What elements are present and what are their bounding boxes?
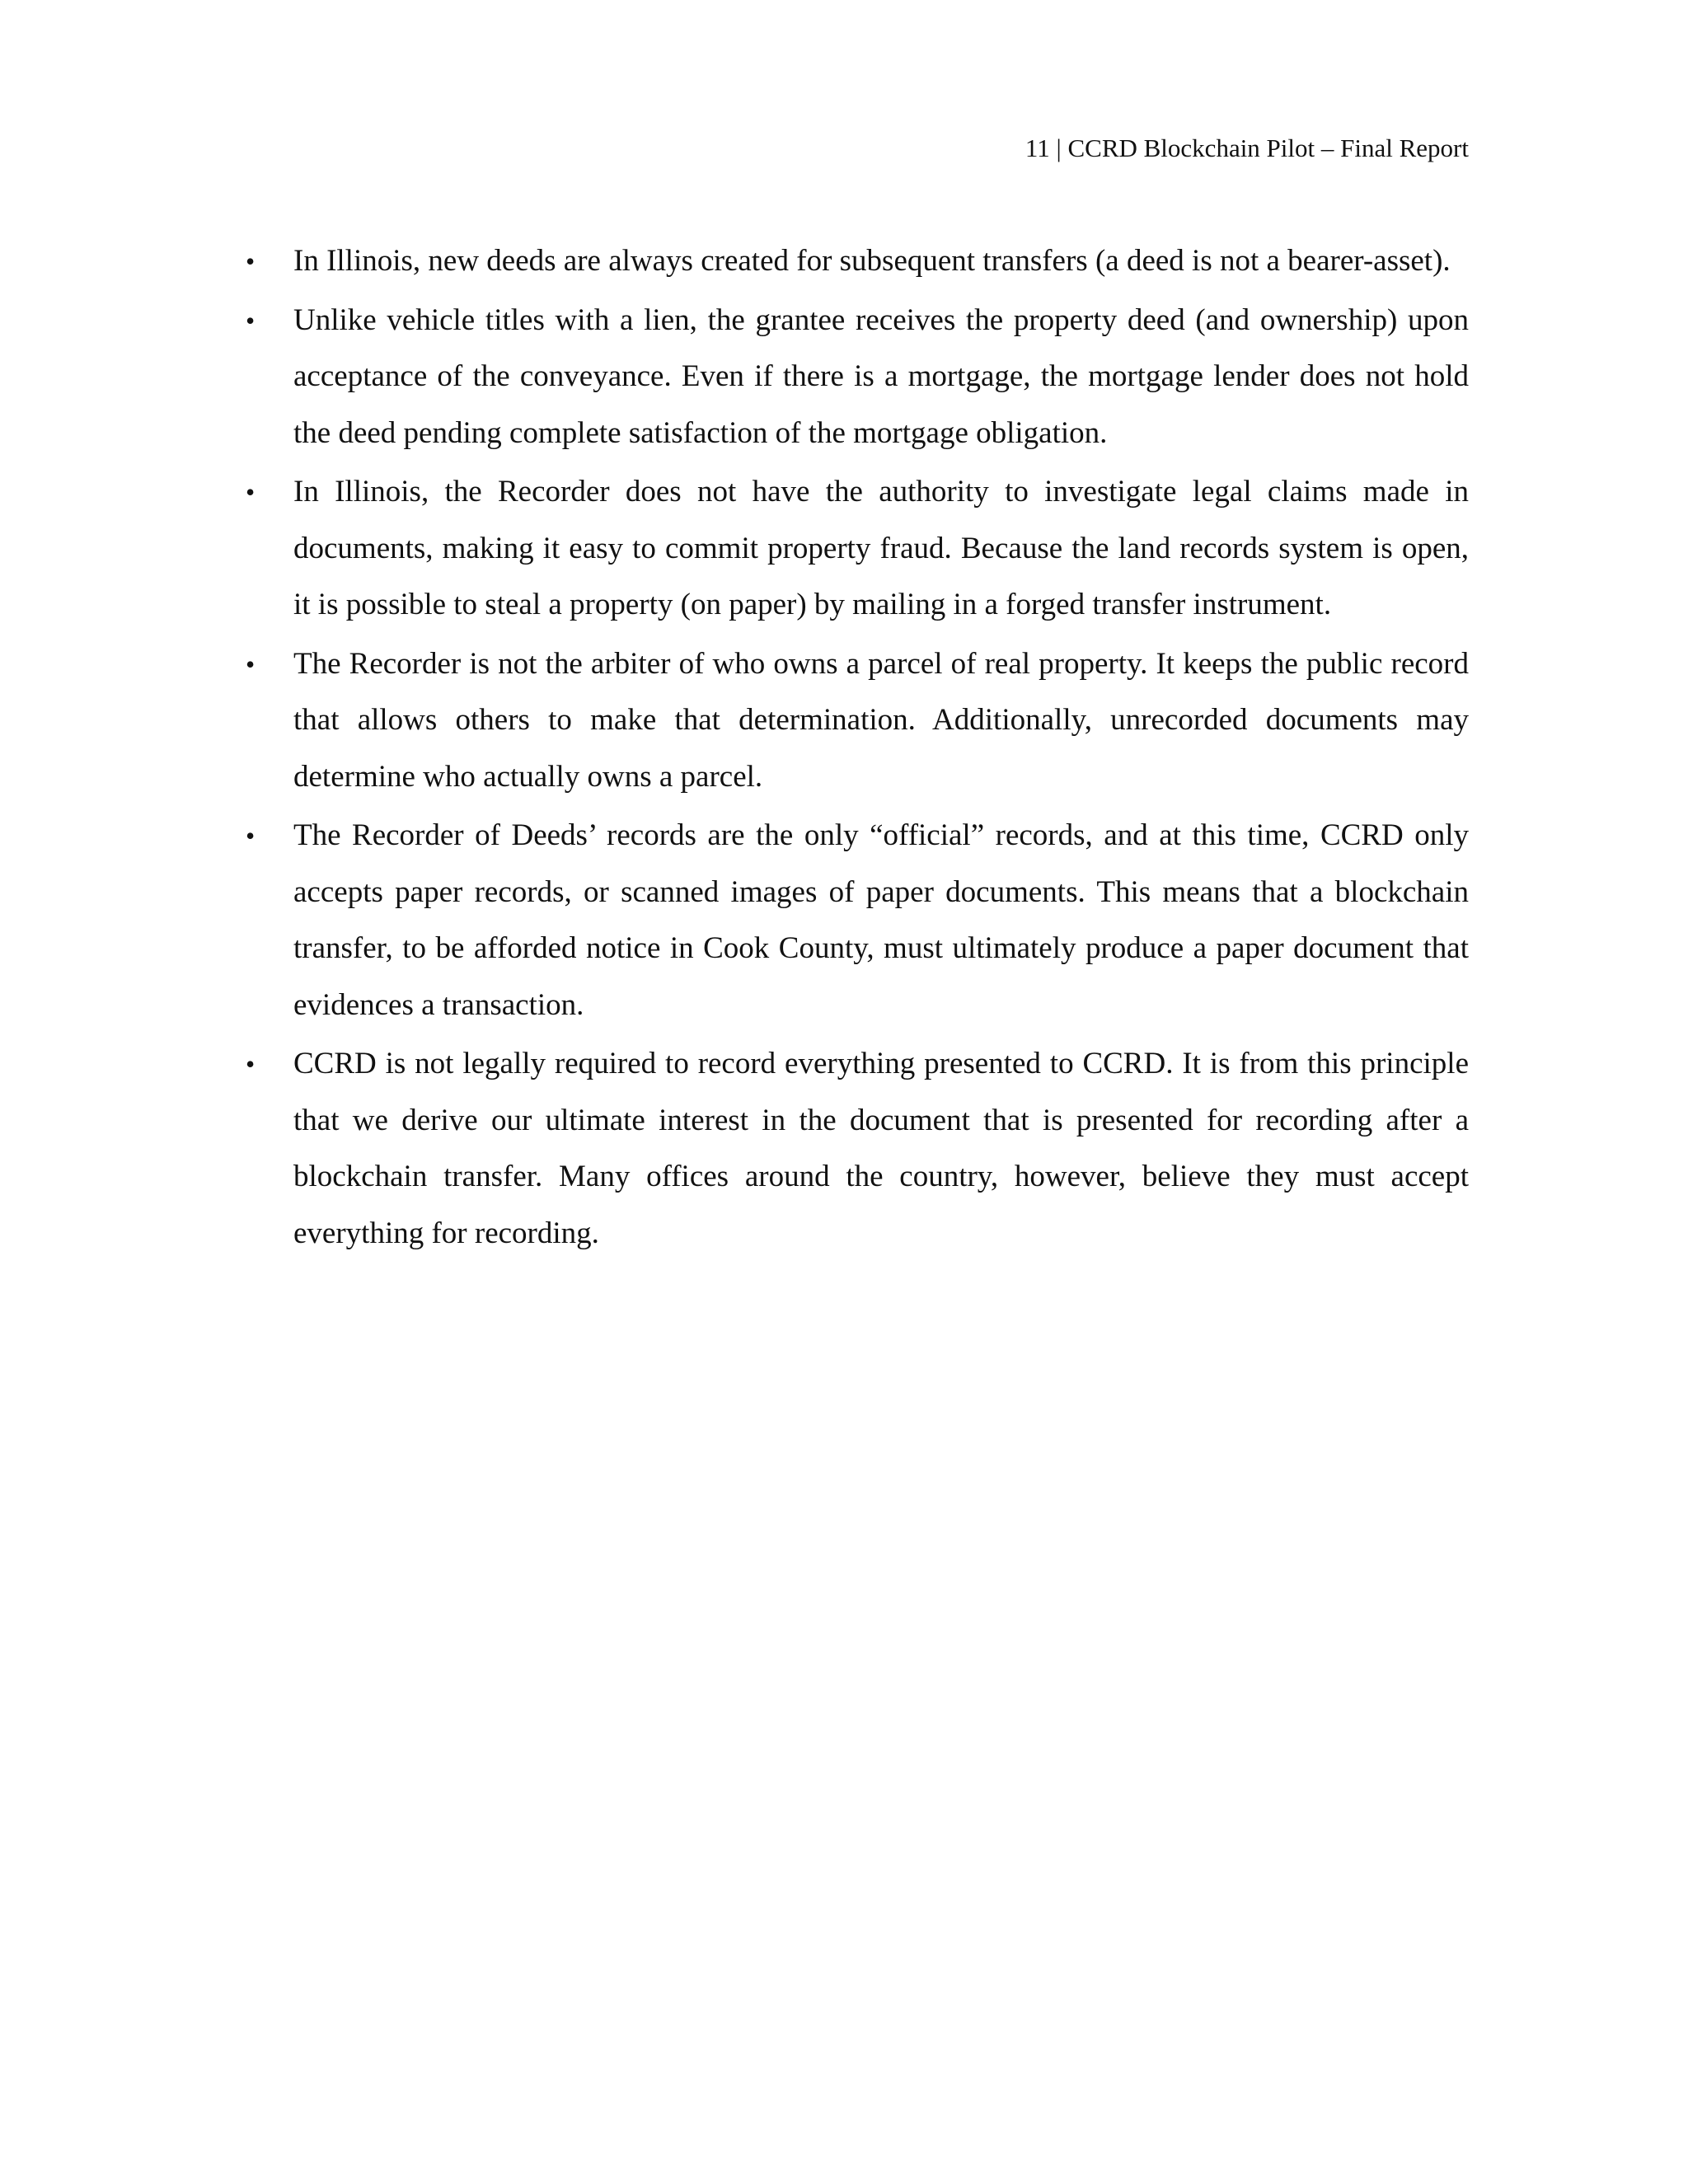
list-item [244,636,1469,806]
list-item [244,464,1469,634]
list-item-text: CCRD is not legally required to record everything presented to CCRD. It is from this principle that we derive our ultimate interest in the document that is presented for recording after a blockchain transfer. Many offices around the country, however, believe they must accept everything for recording. [293,1047,1469,1250]
list-item-text: The Recorder is not the arbiter of who owns a parcel of real property. It keeps the public record that allows others to make that determination. Additionally, unrecorded documents may determine who actually owns a parcel. [293,646,1469,794]
list-item [244,293,1469,462]
bullet-icon: • [246,305,256,335]
bullet-icon: • [246,649,256,679]
bullet-icon: • [246,477,256,507]
running-header: 11 | CCRD Blockchain Pilot – Final Report [1025,134,1469,162]
list-item-text: In Illinois, new deeds are always created for subsequent transfers (a deed is not a bearer-asset). [293,244,1451,278]
list-item-text: In Illinois, the Recorder does not have the authority to investigate legal claims made in documents, making it easy to commit property fraud. Because the land records system is open, it is possible to steal a property (on paper) by mailing in a forged transfer instrument. [293,475,1469,621]
bullet-icon: • [246,246,256,276]
list-item-text: The Recorder of Deeds’ records are the only “official” records, and at this time, CCRD only accepts paper records, or scanned images of paper documents. This means that a blockchain transfer, to be afforded notice in Cook County, must ultimately produce a paper document that evidences a transaction. [293,818,1469,1022]
list-item-text: Unlike vehicle titles with a lien, the grantee receives the property deed (and ownership) upon acceptance of the conveyance. Even if there is a mortgage, the mortgage lender does not hold the deed pending complete satisfaction of the mortgage obligation. [293,302,1469,450]
bullet-icon: • [246,821,256,851]
bullet-icon: • [246,1049,256,1079]
list-item [244,1036,1469,1262]
list-item [244,233,1469,290]
bullet-list [244,233,1469,1264]
list-item [244,808,1469,1033]
